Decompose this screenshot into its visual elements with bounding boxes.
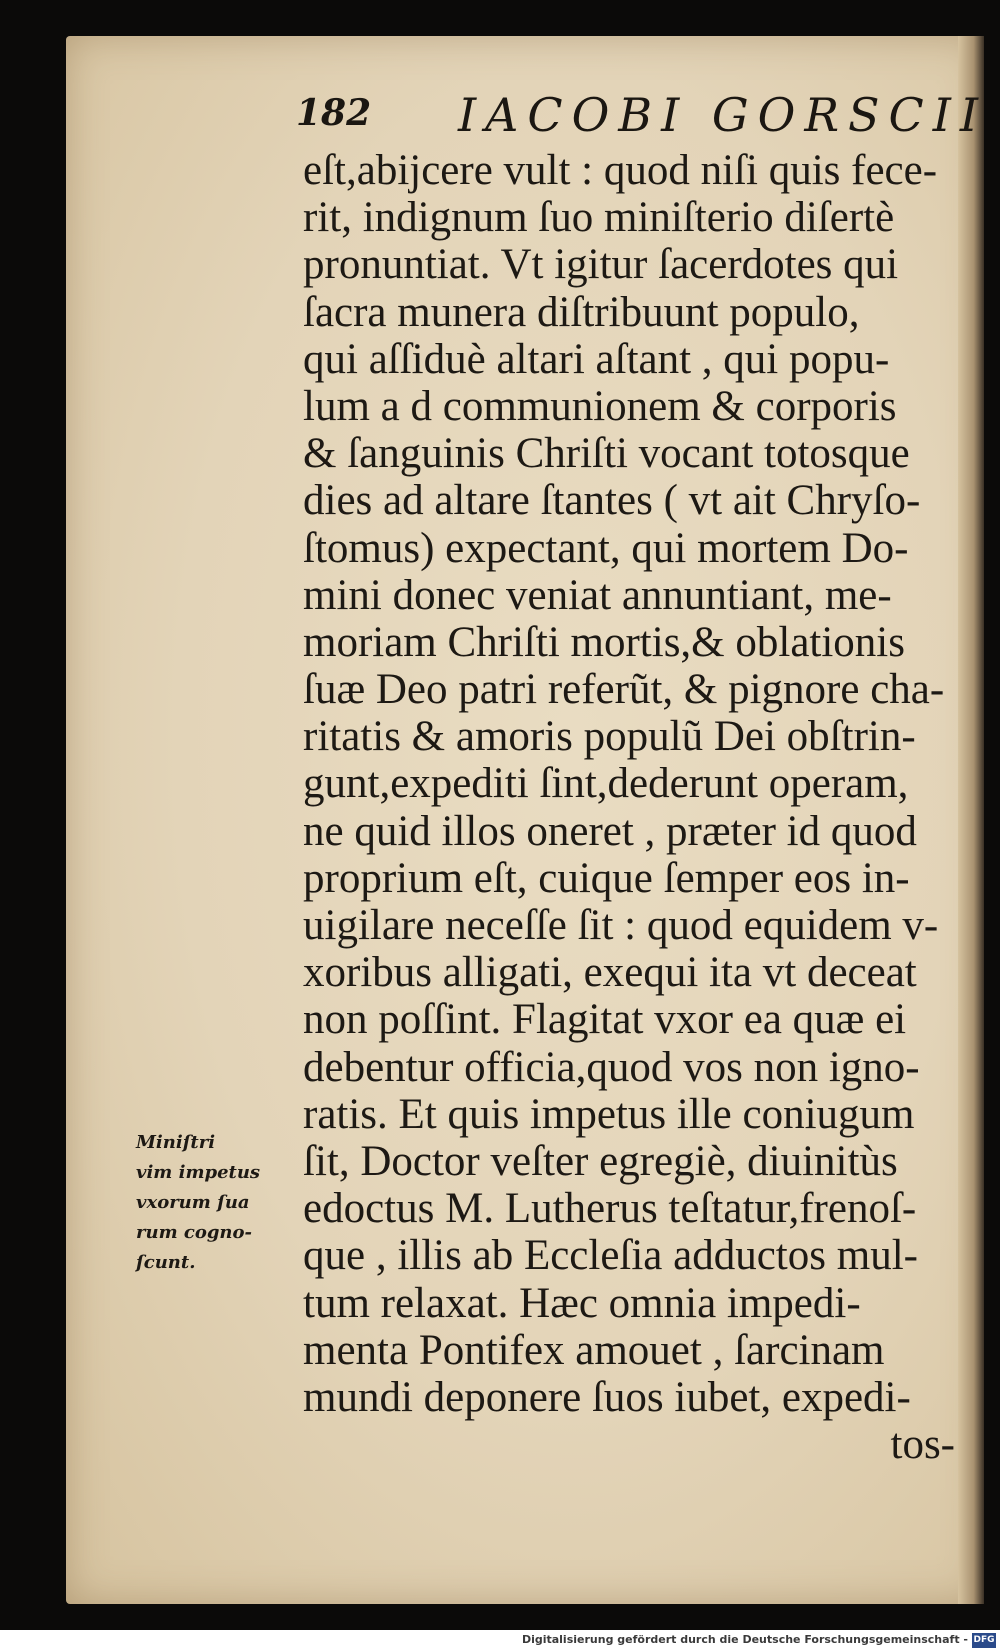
text-line: lum a d communionem & corporis	[303, 382, 897, 430]
text-line: tum relaxat. Hæc omnia impedi-	[303, 1279, 861, 1327]
text-line: ne quid illos oneret , præter id quod	[303, 807, 917, 855]
text-line: eſt,abijcere vult : quod niſi quis fece-	[303, 147, 938, 194]
text-line: xoribus alligati, exequi ita vt deceat	[303, 949, 917, 997]
marginal-note-line: ſcunt.	[136, 1252, 196, 1273]
marginal-note-line: rum cogno-	[136, 1222, 252, 1243]
running-title: IACOBI GORSCII	[458, 88, 988, 142]
marginal-note-line: vxorum ſua	[136, 1192, 250, 1213]
text-line: non poſſint. Flagitat vxor ea quæ ei	[303, 996, 907, 1044]
text-line: mini donec veniat annuntiant, me-	[303, 571, 892, 619]
marginal-note-line: vim impetus	[136, 1162, 261, 1183]
text-line: ratis. Et quis impetus ille coniugum	[303, 1090, 915, 1138]
text-line: ſtomus) expectant, qui mortem Do-	[303, 524, 909, 572]
text-line: ritatis & amoris populũ Dei obſtrin-	[303, 713, 916, 761]
text-line: edoctus M. Lutherus teſtatur,frenoſ-	[303, 1185, 917, 1233]
page-number: 182	[296, 92, 372, 134]
text-line: mundi deponere ſuos iubet, expedi-	[303, 1373, 911, 1421]
dfg-logo: DFG	[972, 1633, 996, 1648]
text-line: que , illis ab Eccleſia adductos mul-	[303, 1232, 918, 1280]
text-line: ſacra munera diſtribuunt populo,	[303, 288, 860, 336]
text-line: ſuæ Deo patri referũt, & pignore cha-	[303, 666, 945, 714]
running-head	[296, 88, 988, 148]
text-line: pronuntiat. Vt igitur ſacerdotes qui	[303, 241, 899, 289]
digitization-footer	[0, 1630, 1000, 1652]
text-line: gunt,expediti ſint,dederunt operam,	[303, 760, 909, 808]
catchword: tos-	[890, 1421, 955, 1469]
text-line: uigilare neceſſe ſit : quod equidem v-	[303, 902, 939, 949]
marginal-note	[136, 1128, 286, 1278]
marginal-note-line: Miniſtri	[136, 1132, 216, 1153]
text-line: dies ad altare ſtantes ( vt ait Chryſo-	[303, 477, 921, 525]
text-line: rit, indignum ſuo miniſterio diſertè	[303, 194, 895, 242]
funding-credit: Digitalisierung gefördert durch die Deutsche Forschungsgemeinschaft -	[521, 1633, 968, 1646]
text-line: proprium eſt, cuique ſemper eos in-	[303, 854, 910, 902]
text-line: qui aſſiduè altari aſtant , qui popu-	[303, 335, 890, 383]
body-text	[303, 147, 963, 1468]
text-line: ſit, Doctor veſter egregiè, diuinitùs	[303, 1137, 898, 1185]
text-line: debentur officia,quod vos non igno-	[303, 1043, 920, 1091]
text-line: menta Pontifex amouet , ſarcinam	[303, 1326, 885, 1374]
text-line: moriam Chriſti mortis,& oblationis	[303, 618, 905, 666]
text-line: & ſanguinis Chriſti vocant totosque	[303, 430, 910, 478]
